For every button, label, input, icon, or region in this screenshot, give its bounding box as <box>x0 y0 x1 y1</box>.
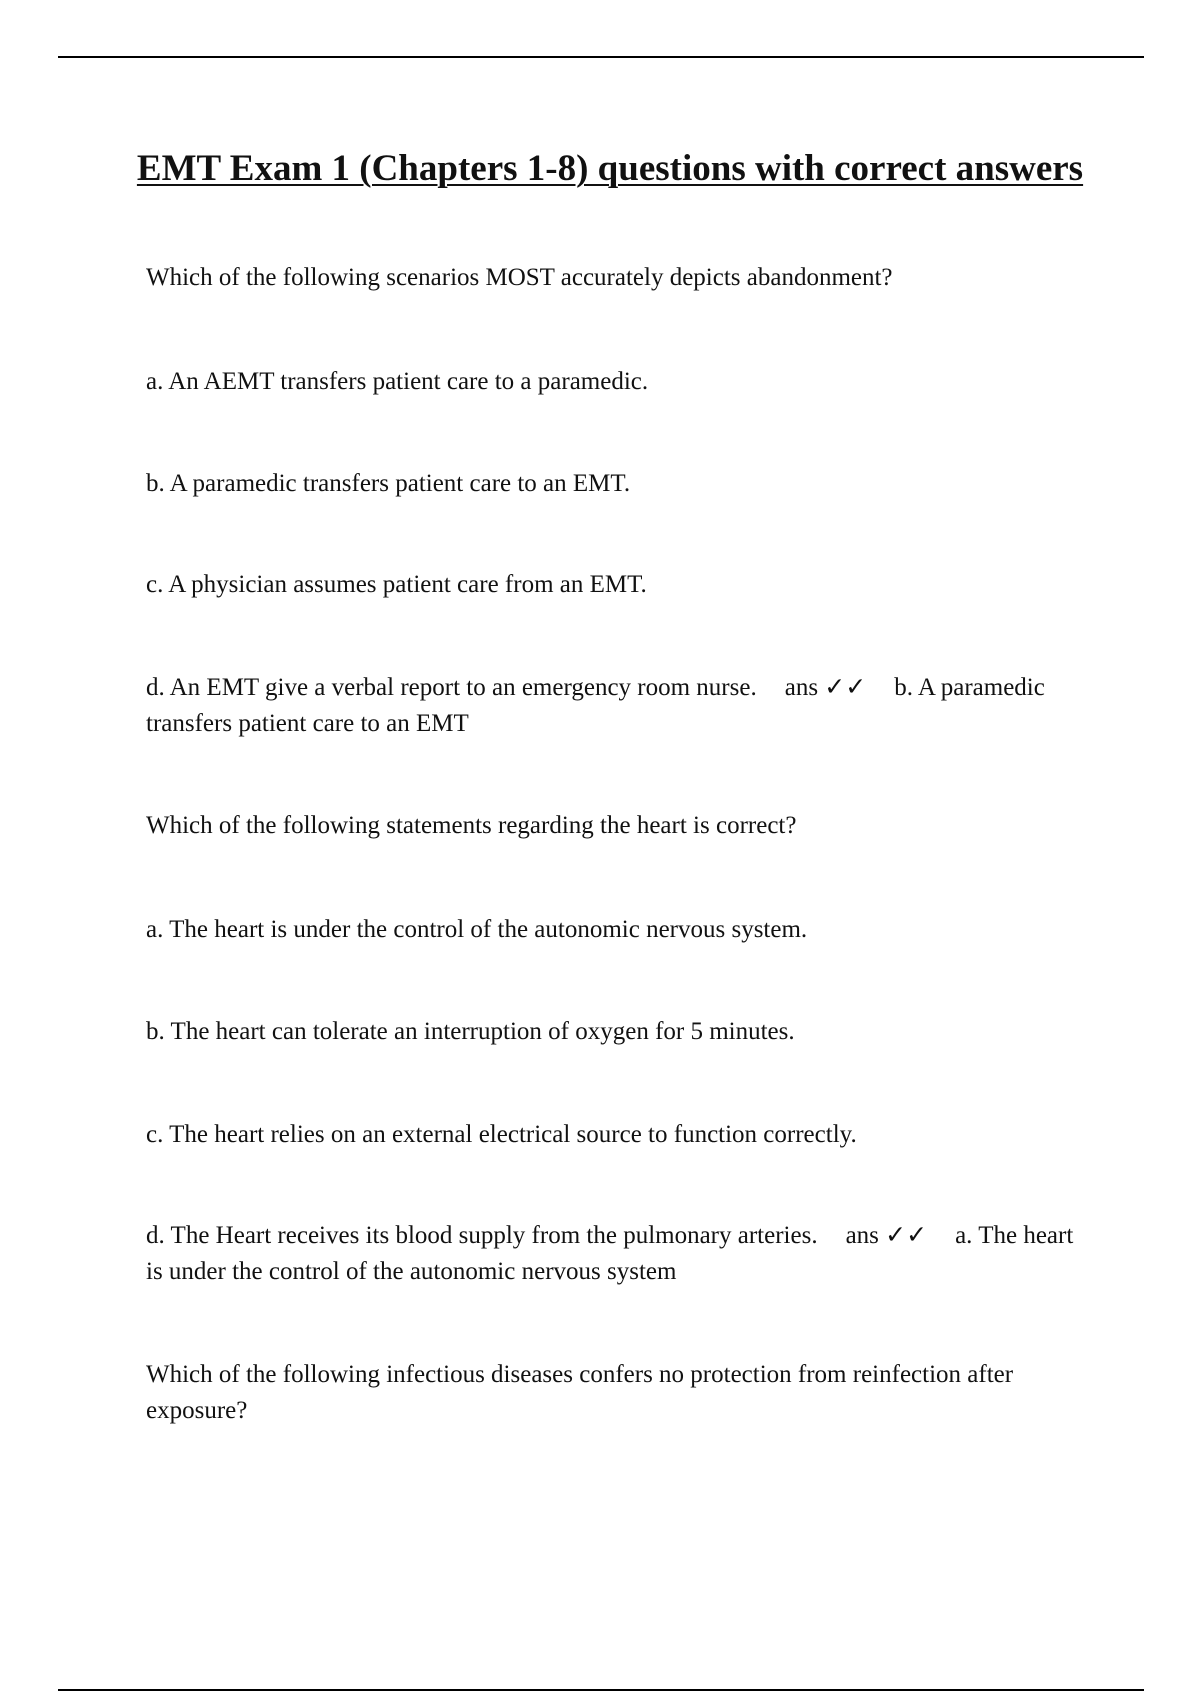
question-2-option-b: b. The heart can tolerate an interruption of oxygen for 5 minutes. <box>146 1018 795 1045</box>
document-title: EMT Exam 1 (Chapters 1-8) questions with correct answers <box>136 148 1084 189</box>
option-text: d. An EMT give a verbal report to an emergency room nurse. <box>146 674 757 701</box>
option-text: d. The Heart receives its blood supply from the pulmonary arteries. <box>146 1222 818 1249</box>
question-1-option-b: b. A paramedic transfers patient care to an EMT. <box>146 470 631 497</box>
question-1-option-d <box>146 670 1086 742</box>
question-3-prompt: Which of the following infectious diseases confers no protection from reinfection after exposure? <box>146 1361 1014 1424</box>
question-2-option-d <box>146 1218 1086 1290</box>
question-1-option-a: a. An AEMT transfers patient care to a paramedic. <box>146 368 649 395</box>
header-rule <box>58 56 1144 58</box>
answer-marker: ans ✓✓ <box>845 1222 928 1249</box>
question-2-prompt: Which of the following statements regarding the heart is correct? <box>146 812 797 839</box>
question-2-option-c: c. The heart relies on an external electrical source to function correctly. <box>146 1121 857 1148</box>
answer-marker: ans ✓✓ <box>784 674 867 701</box>
question-1-option-c: c. A physician assumes patient care from an EMT. <box>146 571 647 598</box>
question-2-option-a: a. The heart is under the control of the autonomic nervous system. <box>146 916 808 943</box>
answer-text: a. The heart is under the control of the autonomic nervous system <box>146 1222 1074 1285</box>
question-1-prompt: Which of the following scenarios MOST accurately depicts abandonment? <box>146 264 893 291</box>
answer-text: b. A paramedic transfers patient care to an EMT <box>146 674 1045 737</box>
footer-rule <box>58 1689 1144 1691</box>
